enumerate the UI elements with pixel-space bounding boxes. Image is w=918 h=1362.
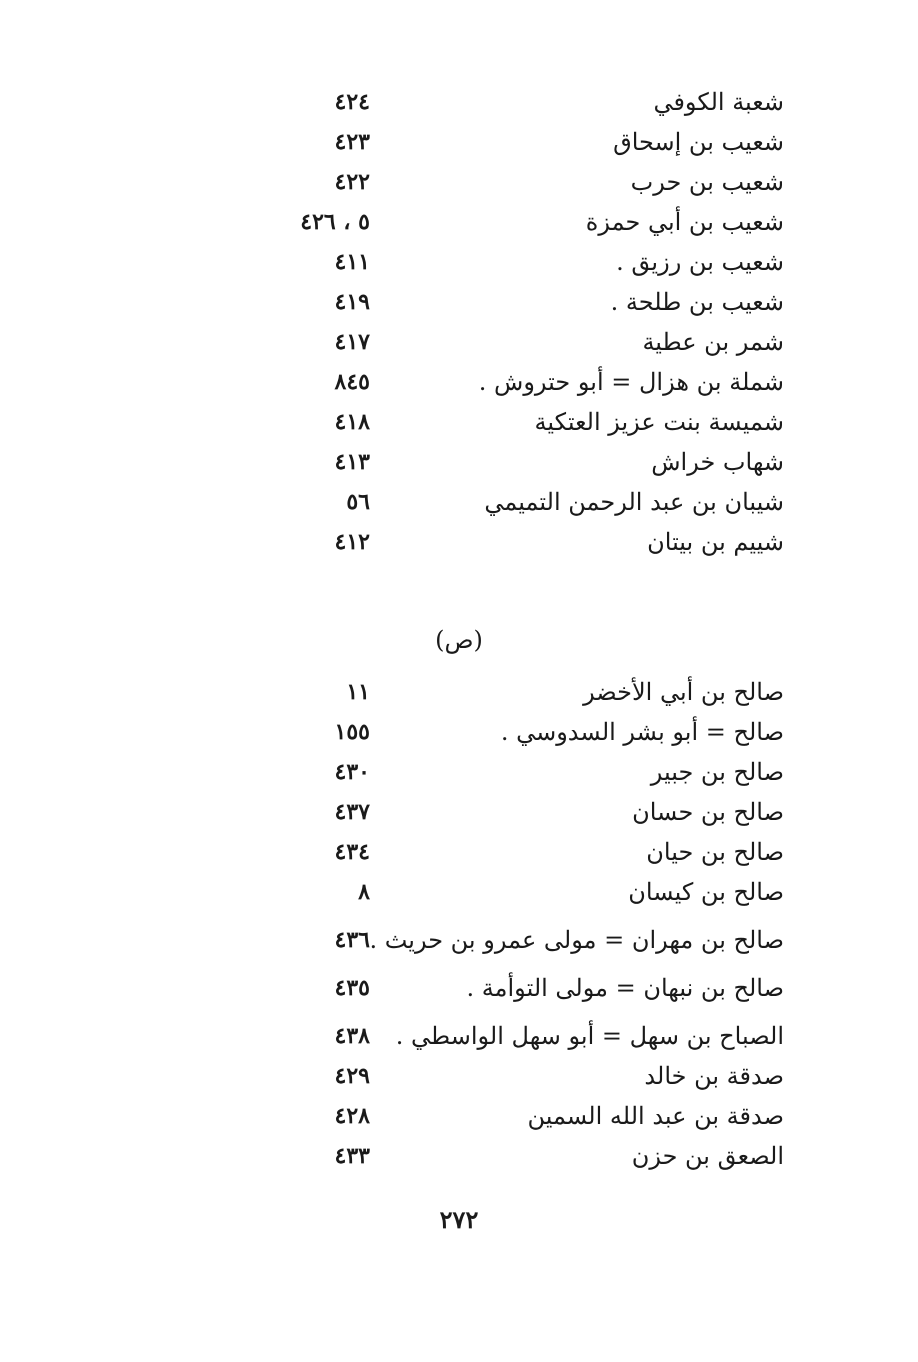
entry-pages: ٤٣٥ (334, 975, 370, 1001)
entry-name: شهاب خراش (651, 448, 784, 476)
entry-pages: ٤٢٣ (334, 129, 370, 155)
entry-name: صالح بن كيسان (628, 878, 784, 906)
index-row (0, 792, 918, 832)
entry-pages: ٤٢٤ (334, 89, 370, 115)
entry-pages: ٤٣٠ (334, 759, 370, 785)
index-row (0, 1056, 918, 1096)
entry-pages: ٤٣٧ (334, 799, 370, 825)
entry-name: شييم بن بيتان (647, 528, 784, 556)
entry-name: شميسة بنت عزيز العتكية (534, 408, 784, 436)
index-row (0, 1136, 918, 1176)
page-number: ٢٧٢ (439, 1205, 479, 1234)
entry-name: شيبان بن عبد الرحمن التميمي (484, 488, 784, 516)
index-row (0, 1096, 918, 1136)
entry-name: صالح = أبو بشر السدوسي . (500, 718, 784, 746)
entry-pages: ٤٣٣ (334, 1143, 370, 1169)
index-section-sad (0, 672, 918, 1176)
index-row (0, 402, 918, 442)
entry-pages: ٤١٣ (334, 449, 370, 475)
index-row (0, 1016, 918, 1056)
entry-name: شعبة الكوفي (653, 88, 784, 116)
entry-name: صالح بن مهران = مولى عمرو بن حريث . (369, 926, 784, 954)
entry-pages: ٤٣٤ (334, 839, 370, 865)
entry-name: صالح بن أبي الأخضر (583, 678, 784, 706)
entry-pages: ٤٢٢ (334, 169, 370, 195)
entry-pages: ٤١١ (334, 249, 370, 275)
entry-name: صدقة بن عبد الله السمين (527, 1102, 784, 1130)
index-row (0, 122, 918, 162)
entry-pages: ٤١٢ (334, 529, 370, 555)
entry-name: شمر بن عطية (642, 328, 784, 356)
index-row (0, 752, 918, 792)
entry-name: شملة بن هزال = أبو حتروش . (478, 368, 784, 396)
index-row (0, 202, 918, 242)
entry-pages: ١٥٥ (334, 719, 370, 745)
section-heading-sad: (ص) (435, 626, 483, 654)
entry-name: شعيب بن رزيق . (616, 248, 784, 276)
entry-name: صالح بن حيان (646, 838, 784, 866)
entry-pages: ٤٢٩ (334, 1063, 370, 1089)
entry-name: شعيب بن إسحاق (613, 128, 784, 156)
index-row (0, 162, 918, 202)
index-row (0, 920, 918, 968)
index-row (0, 712, 918, 752)
index-row (0, 82, 918, 122)
index-row (0, 322, 918, 362)
entry-name: صدقة بن خالد (644, 1062, 784, 1090)
index-row (0, 482, 918, 522)
index-row (0, 832, 918, 872)
index-row (0, 282, 918, 322)
entry-pages: ٤٢٨ (334, 1103, 370, 1129)
entry-pages: ٥ ، ٤٢٦ (300, 209, 370, 235)
entry-name: صالح بن حسان (632, 798, 784, 826)
entry-name: شعيب بن أبي حمزة (585, 208, 784, 236)
entry-pages: ٥٦ (346, 489, 370, 515)
entry-name: صالح بن نبهان = مولى التوأمة . (466, 974, 784, 1002)
index-row (0, 442, 918, 482)
entry-pages: ٨ (358, 879, 370, 905)
entry-pages: ١١ (346, 679, 370, 705)
entry-pages: ٤١٩ (334, 289, 370, 315)
entry-pages: ٤٣٨ (334, 1023, 370, 1049)
index-row (0, 362, 918, 402)
entry-name: صالح بن جبير (650, 758, 784, 786)
entry-name: الصباح بن سهل = أبو سهل الواسطي . (395, 1022, 784, 1050)
entry-name: شعيب بن حرب (630, 168, 784, 196)
entry-pages: ٤٣٦ (334, 927, 370, 953)
entry-pages: ٤١٧ (334, 329, 370, 355)
index-section-shin (0, 82, 918, 562)
index-row (0, 672, 918, 712)
entry-name: الصعق بن حزن (631, 1142, 784, 1170)
index-row (0, 242, 918, 282)
entry-pages: ٨٤٥ (334, 369, 370, 395)
index-row (0, 968, 918, 1016)
index-row (0, 872, 918, 920)
entry-pages: ٤١٨ (334, 409, 370, 435)
index-row (0, 522, 918, 562)
entry-name: شعيب بن طلحة . (610, 288, 784, 316)
